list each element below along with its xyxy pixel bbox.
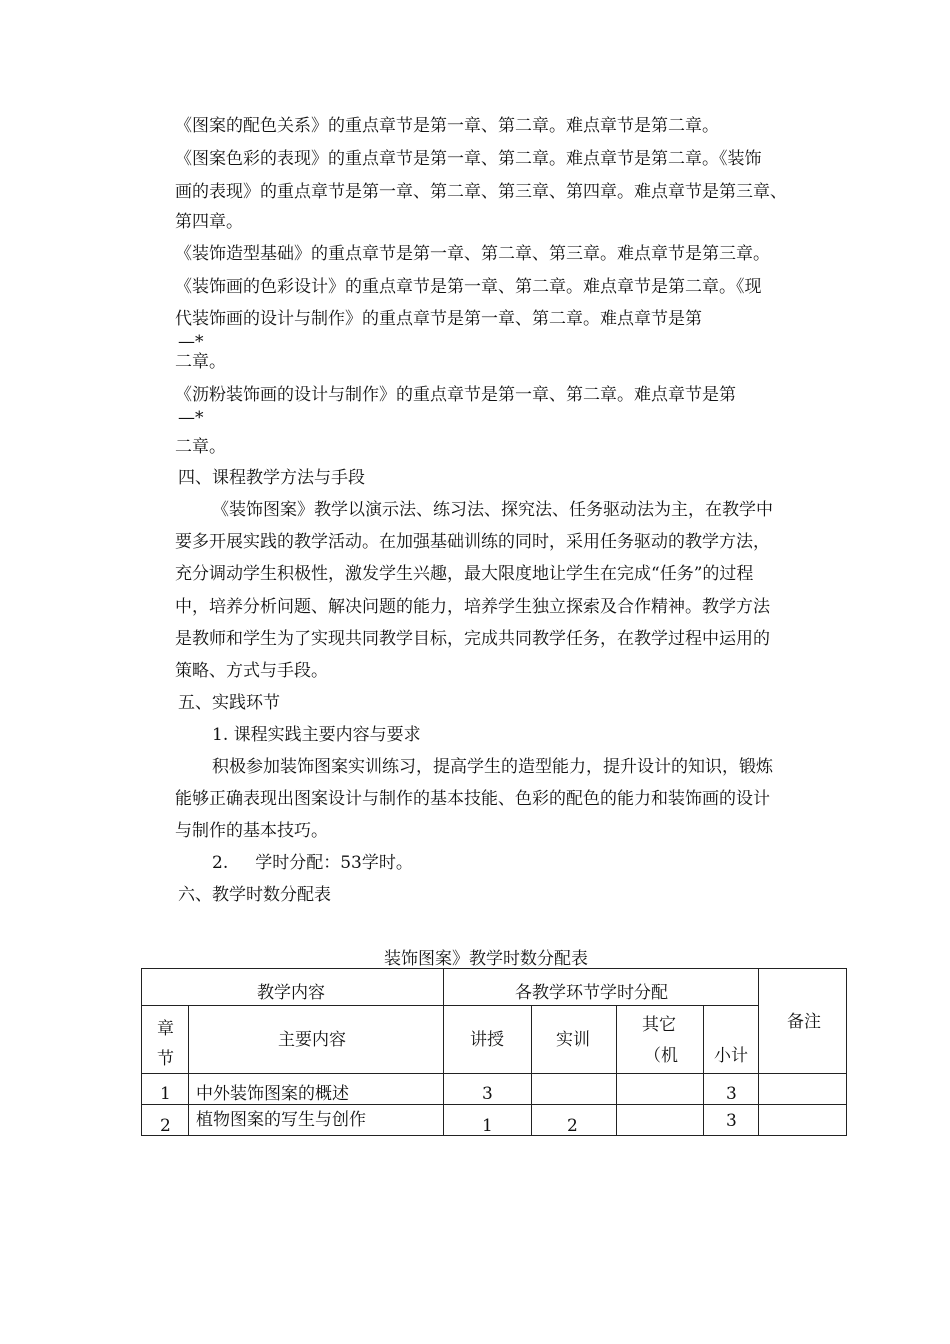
table-rule	[616, 1005, 617, 1136]
text-line: 二章。	[175, 437, 226, 457]
table-rule	[141, 968, 847, 969]
header-practice: 实训	[556, 1030, 590, 1050]
table-rule	[531, 1005, 532, 1136]
subsection-heading: 2. 学时分配：53学时。	[212, 853, 413, 873]
section-heading: 五、实践环节	[178, 693, 280, 713]
header-lecture: 讲授	[470, 1030, 504, 1050]
text-line: 《装饰图案》教学以演示法、练习法、探究法、任务驱动法为主，在教学中	[212, 500, 773, 520]
row-chapter: 2	[160, 1116, 171, 1136]
row-content: 植物图案的写生与创作	[196, 1110, 366, 1130]
table-rule	[443, 968, 444, 1136]
row-chapter: 1	[160, 1084, 171, 1104]
header-other-bottom: （机	[644, 1046, 678, 1066]
text-line: —*	[178, 332, 204, 352]
text-line: 策略、方式与手段。	[175, 661, 328, 681]
header-subtotal: 小计	[714, 1046, 748, 1066]
text-line: 积极参加装饰图案实训练习，提高学生的造型能力，提升设计的知识，锻炼	[212, 757, 773, 777]
text-line: 是教师和学生为了实现共同教学目标，完成共同教学任务，在教学过程中运用的	[175, 629, 770, 649]
table-rule	[141, 1005, 758, 1006]
table-rule	[141, 1073, 847, 1074]
text-line: 能够正确表现出图案设计与制作的基本技能、色彩的配色的能力和装饰画的设计	[175, 789, 770, 809]
table-rule	[758, 968, 759, 1136]
table-rule	[141, 968, 142, 1136]
text-line: 与制作的基本技巧。	[175, 821, 328, 841]
header-remark: 备注	[787, 1012, 821, 1032]
row-practice: 2	[567, 1116, 578, 1136]
text-line: 《图案色彩的表现》的重点章节是第一章、第二章。难点章节是第二章。《装饰	[175, 149, 762, 169]
header-chapter-top: 章	[157, 1019, 174, 1039]
header-other-top: 其它	[642, 1015, 676, 1035]
text-line: 充分调动学生积极性，激发学生兴趣，最大限度地让学生在完成“任务”的过程	[175, 564, 754, 584]
table-rule	[141, 1135, 847, 1136]
text-line: —*	[178, 408, 204, 428]
header-chapter-bottom: 节	[157, 1049, 174, 1069]
table-rule	[188, 1005, 189, 1136]
text-line: 《沥粉装饰画的设计与制作》的重点章节是第一章、第二章。难点章节是第	[175, 385, 736, 405]
header-alloc: 各教学环节学时分配	[515, 983, 668, 1003]
row-subtotal: 3	[726, 1084, 737, 1104]
header-content: 教学内容	[257, 983, 325, 1003]
row-subtotal: 3	[726, 1111, 737, 1131]
row-lecture: 3	[482, 1084, 493, 1104]
text-line: 《装饰造型基础》的重点章节是第一章、第二章、第三章。难点章节是第三章。	[175, 244, 770, 264]
text-line: 《装饰画的色彩设计》的重点章节是第一章、第二章。难点章节是第二章。《现	[175, 277, 762, 297]
text-line: 要多开展实践的教学活动。在加强基础训练的同时，采用任务驱动的教学方法，	[175, 532, 770, 552]
hours-table	[141, 968, 847, 1136]
row-content: 中外装饰图案的概述	[196, 1084, 349, 1104]
table-title: 装饰图案》教学时数分配表	[384, 949, 588, 969]
text-line: 画的表现》的重点章节是第一章、第二章、第三章、第四章。难点章节是第三章、	[175, 182, 787, 202]
row-lecture: 1	[482, 1116, 493, 1136]
table-rule	[846, 968, 847, 1136]
header-main: 主要内容	[278, 1030, 346, 1050]
section-heading: 六、教学时数分配表	[178, 885, 331, 905]
text-line: 代装饰画的设计与制作》的重点章节是第一章、第二章。难点章节是第	[175, 309, 702, 329]
text-line: 二章。	[175, 352, 226, 372]
text-line: 第四章。	[175, 212, 243, 232]
table-rule	[703, 1005, 704, 1136]
text-line: 《图案的配色关系》的重点章节是第一章、第二章。难点章节是第二章。	[175, 116, 719, 136]
subsection-heading: 1. 课程实践主要内容与要求	[212, 725, 421, 745]
section-heading: 四、课程教学方法与手段	[178, 468, 365, 488]
text-line: 中，培养分析问题、解决问题的能力，培养学生独立探索及合作精神。教学方法	[175, 597, 770, 617]
